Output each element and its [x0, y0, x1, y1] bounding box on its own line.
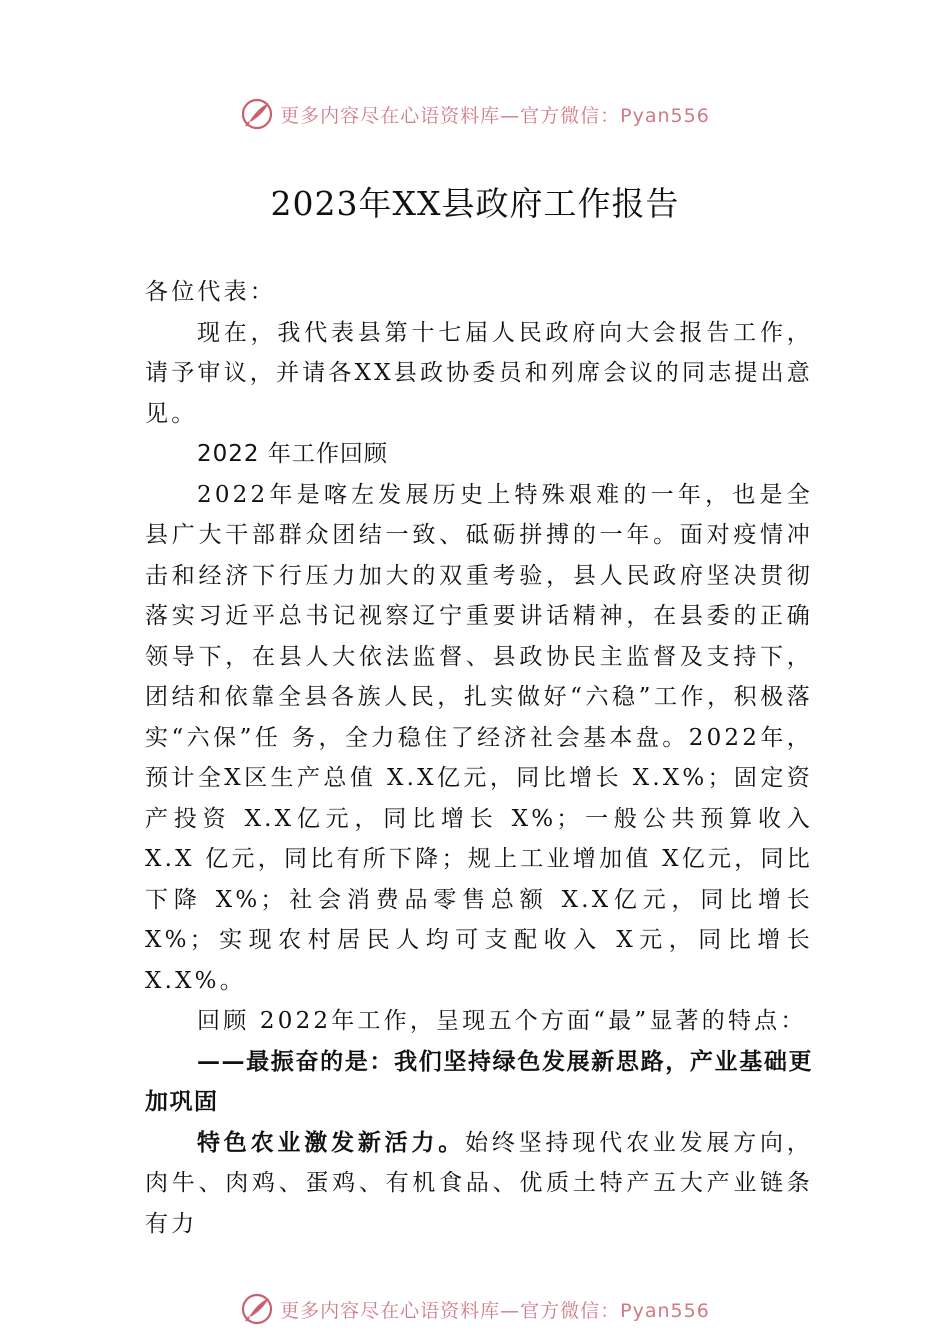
watermark-text: 更多内容尽在心语资料库—官方微信：Pyan556 [280, 104, 710, 127]
agriculture-paragraph [145, 1123, 813, 1245]
section-heading: 2022 年工作回顾 [197, 441, 388, 467]
quill-logo-icon [240, 97, 274, 131]
intro-paragraph: 现在，我代表县第十七届人民政府向大会报告工作，请予审议，并请各XX县政协委员和列席会议的同志提出意见。 [145, 319, 813, 427]
watermark-header [0, 94, 950, 134]
quill-logo-icon [240, 1292, 274, 1326]
watermark-text: 更多内容尽在心语资料库—官方微信：Pyan556 [280, 1299, 710, 1322]
salutation: 各位代表： [145, 279, 276, 305]
review-paragraph: 2022年是喀左发展历史上特殊艰难的一年，也是全县广大干部群众团结一致、砥砺拼搏的一年。面对疫情冲击和经济下行压力加大的双重考验，县人民政府坚决贯彻落实习近平总书记视察辽宁重要讲话精神，在县委的正确领导下，在县人大依法监督、县政协民主监督及支持下，团结和依靠全县各族人民，扎实做好“六稳”工作，积极落实“六保”任 务，全力稳住了经济社会基本盘。2022年，预计全X区生产总值 X.X亿元，同比增长 X.X%；固定资产投资 X.X亿元，同比增长 X%；一般公共预算收入 X.X 亿元，同比有所下降；规上工业增加值 X亿元，同比下降 X%；社会消费品零售总额 X.X亿元，同比增长 X%；实现农村居民人均可支配收入 X元，同比增长 X.X%。 [145, 481, 813, 994]
watermark-footer [0, 1289, 950, 1329]
features-intro: 回顾 2022年工作，呈现五个方面“最”显著的特点： [197, 1008, 807, 1034]
bold-subheading: ——最振奋的是：我们坚持绿色发展新思路，产业基础更加巩固 [145, 1047, 813, 1115]
document-body [145, 272, 813, 1244]
document-title: 2023年XX县政府工作报告 [270, 184, 680, 223]
agriculture-lead: 特色农业激发新活力。 [197, 1128, 466, 1156]
agriculture-text: 始终坚持现代农业发展方向，肉牛、肉鸡、蛋鸡、有机食品、优质土特产五大产业链条有力 [145, 1129, 813, 1237]
